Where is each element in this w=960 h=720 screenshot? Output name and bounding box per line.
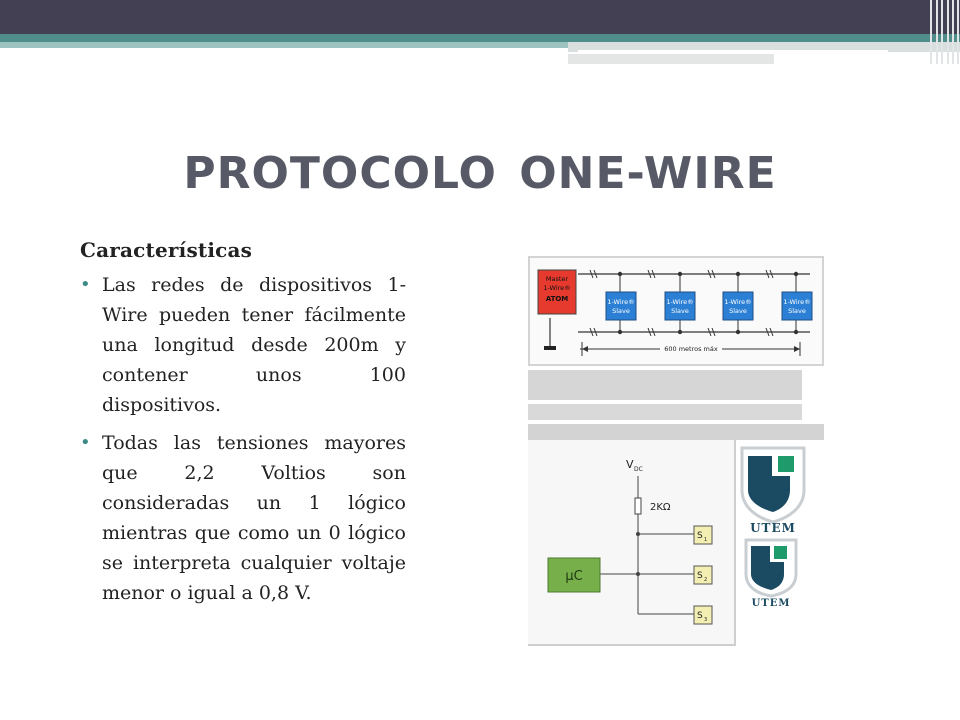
header-accent-band	[0, 34, 960, 42]
slave-device	[665, 292, 695, 320]
one-wire-network-diagram	[528, 256, 824, 366]
gray-band	[528, 370, 802, 400]
bullet-text: Todas las tensiones mayores que 2,2 Voltios son consideradas un 1 lógico mientras que como un 0 lógico se interpreta cualquier voltaje menor o igual a 0,8 V.	[102, 432, 406, 604]
slave-label-line: 1-Wire®	[607, 298, 635, 306]
header-divider	[578, 50, 888, 52]
slave-label-line: Slave	[671, 307, 689, 315]
distance-label: 600 metros máx	[664, 345, 718, 353]
bullet-item	[80, 428, 406, 608]
header-stripes	[928, 0, 960, 64]
slave-label-line: Slave	[788, 307, 806, 315]
slave-label-line: 1-Wire®	[724, 298, 752, 306]
bullet-list	[80, 270, 406, 608]
gray-band	[528, 424, 824, 440]
vcc-subscript: DC	[634, 466, 643, 473]
logo-text: UTEM	[750, 521, 796, 534]
switch-subscript: 1	[704, 537, 708, 543]
header-gray-band-short	[568, 54, 774, 64]
slave-device	[606, 292, 636, 320]
bullet-icon: •	[80, 432, 91, 453]
slave-device	[782, 292, 812, 320]
vcc-label: V	[626, 458, 634, 471]
slave-label-line: Slave	[612, 307, 630, 315]
slave-device	[723, 292, 753, 320]
switch-label: S	[697, 611, 703, 621]
slide-title: PROTOCOLO ONE-WIRE	[183, 148, 777, 199]
header-accent-band-light	[0, 42, 568, 48]
microcontroller-label: µC	[565, 569, 583, 584]
slave-label-line: 1-Wire®	[666, 298, 694, 306]
section-heading: Características	[80, 238, 253, 262]
master-label-line: Master	[545, 275, 569, 283]
switch-subscript: 2	[704, 577, 708, 583]
slide-body	[80, 238, 406, 616]
resistor-label: 2KΩ	[650, 502, 671, 513]
master-label-line: ATOM	[545, 295, 569, 303]
gray-band	[528, 404, 802, 420]
resistor	[635, 498, 641, 514]
green-square-icon	[774, 546, 787, 559]
logo-text: UTEM	[751, 598, 791, 608]
slave-label-line: Slave	[729, 307, 747, 315]
slave-label-line: 1-Wire®	[783, 298, 811, 306]
green-square-icon	[778, 456, 794, 472]
bullet-icon: •	[80, 274, 91, 295]
header-bar	[0, 0, 960, 34]
bullet-text: Las redes de dispositivos 1-Wire pueden tener fácilmente una longitud desde 200m y contener unos 100 dispositivos.	[102, 274, 406, 416]
utem-logo	[738, 538, 808, 608]
switch-label: S	[697, 571, 703, 581]
pullup-circuit-diagram	[528, 440, 736, 646]
switch-label: S	[697, 531, 703, 541]
master-label-line: 1-Wire®	[543, 284, 571, 292]
bullet-item	[80, 270, 406, 420]
utem-logo	[738, 446, 808, 534]
switch-subscript: 3	[704, 617, 708, 623]
